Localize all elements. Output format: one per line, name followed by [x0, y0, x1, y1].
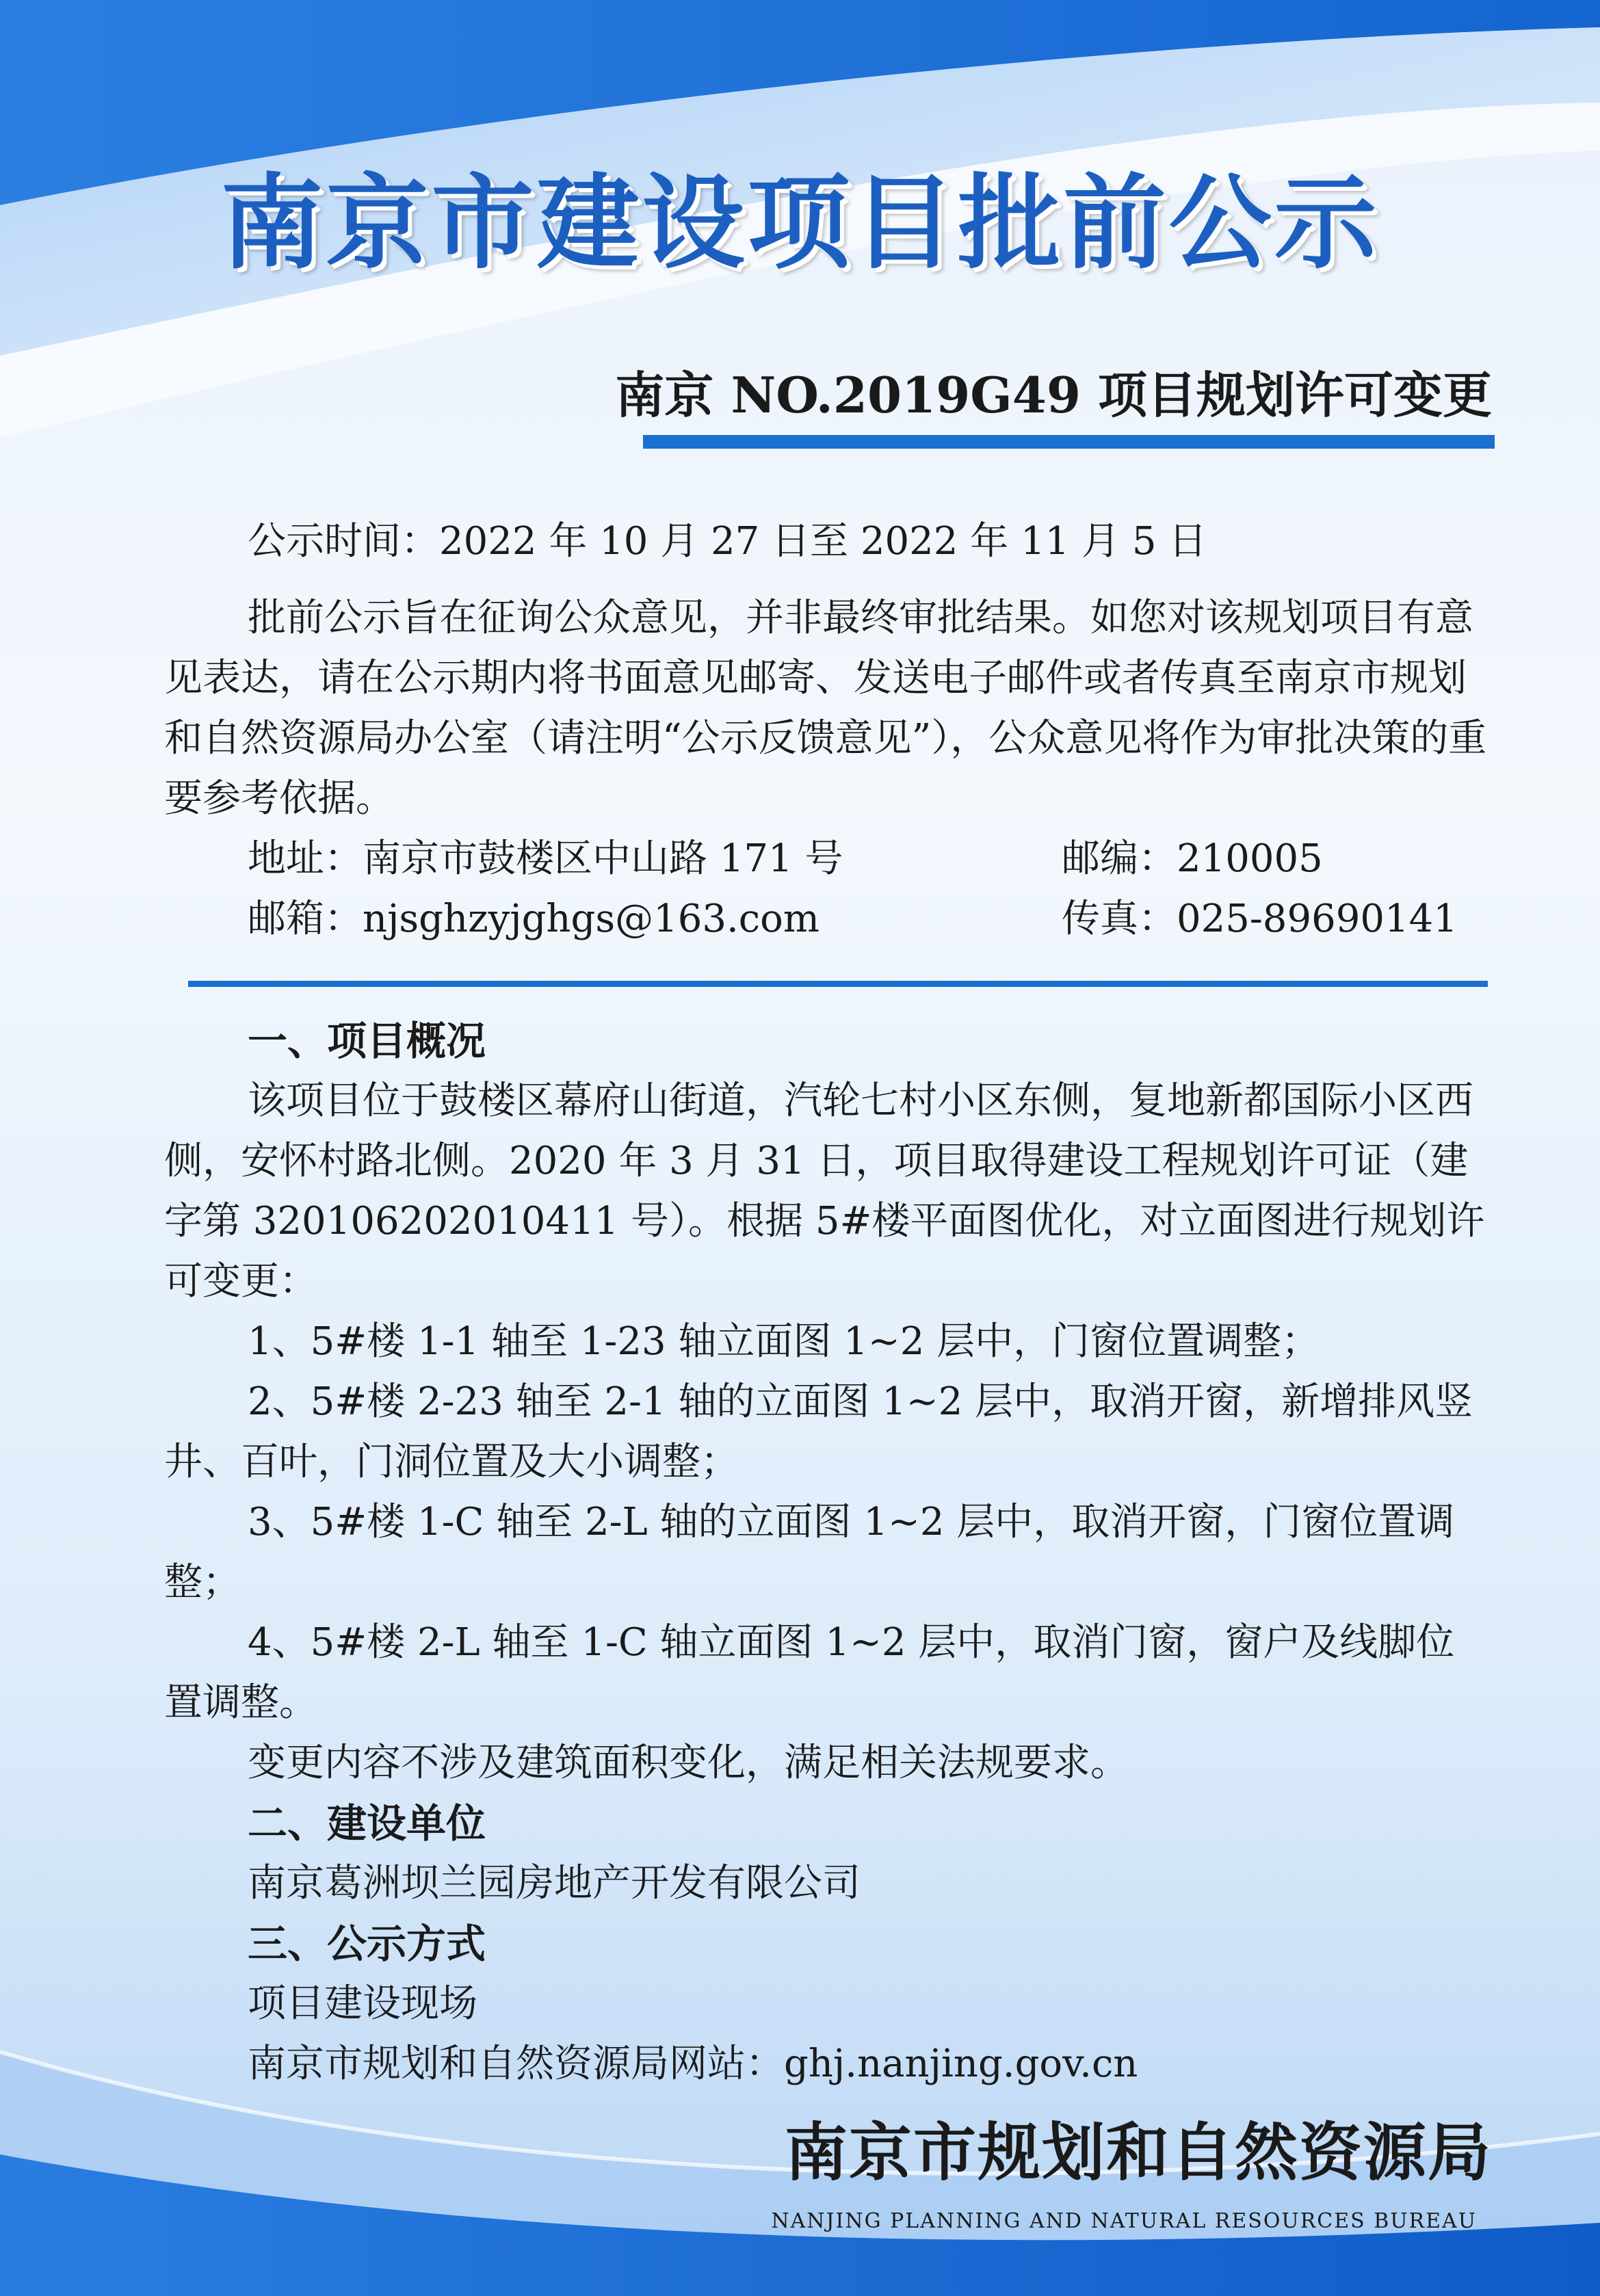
- section1-item-4: 4、5#楼 2-L 轴至 1-C 轴立面图 1~2 层中，取消门窗，窗户及线脚位置调整。: [164, 1620, 1455, 1725]
- contact-email: 邮箱：njsghzyjghgs@163.com: [248, 897, 819, 941]
- section-divider: [188, 981, 1488, 987]
- notice-paragraph: 批前公示旨在征询公众意见，并非最终审批结果。如您对该规划项目有意见表达，请在公示期内将书面意见邮寄、发送电子邮件或者传真至南京市规划和自然资源局办公室（请注明“公示反馈意见”），公众意见将作为审批决策的重要参考依据。: [164, 596, 1487, 821]
- contact-address: 地址：南京市鼓楼区中山路 171 号: [248, 836, 843, 881]
- section3-line-2: 南京市规划和自然资源局网站：ghj.nanjing.gov.cn: [248, 2042, 1138, 2086]
- contact-postcode: 邮编：210005: [1062, 836, 1323, 881]
- section2-content: 南京葛洲坝兰园房地产开发有限公司: [248, 1861, 861, 1905]
- contact-fax: 传真：025-89690141: [1062, 897, 1458, 941]
- section1-item-3: 3、5#楼 1-C 轴至 2-L 轴的立面图 1~2 层中，取消开窗，门窗位置调整；: [164, 1500, 1455, 1605]
- project-subtitle: 南京 NO.2019G49 项目规划许可变更: [615, 366, 1492, 424]
- main-title: 南京市建设项目批前公示: [220, 164, 1380, 283]
- notice-period: 公示时间：2022 年 10 月 27 日至 2022 年 11 月 5 日: [248, 519, 1207, 564]
- section1-intro: 该项目位于鼓楼区幕府山街道，汽轮七村小区东侧，复地新都国际小区西侧，安怀村路北侧。2020 年 3 月 31 日，项目取得建设工程规划许可证（建字第 320106202010411 号）。根据 5#楼平面图优化，对立面图进行规划许可变更：: [164, 1079, 1485, 1304]
- subtitle-underline: [643, 435, 1495, 449]
- section3-heading: 三、公示方式: [248, 1921, 486, 1967]
- section1-note: 变更内容不涉及建筑面积变化，满足相关法规要求。: [248, 1741, 1129, 1785]
- section1-heading: 一、项目概况: [248, 1018, 486, 1064]
- section3-line-1: 项目建设现场: [248, 1981, 477, 2026]
- contact-row-2: [248, 889, 1479, 949]
- section1-item-2: 2、5#楼 2-23 轴至 2-1 轴的立面图 1~2 层中，取消开窗，新增排风竖井、百叶，门洞位置及大小调整；: [164, 1380, 1473, 1484]
- section2-heading: 二、建设单位: [248, 1800, 486, 1847]
- contact-row-1: [248, 829, 1479, 889]
- footer-org-name: 南京市规划和自然资源局: [784, 2115, 1492, 2189]
- section1-item-1: 1、5#楼 1-1 轴至 1-23 轴立面图 1~2 层中，门窗位置调整；: [248, 1319, 1320, 1364]
- footer-org-name-en: NANJING PLANNING AND NATURAL RESOURCES BUREAU: [771, 2209, 1477, 2233]
